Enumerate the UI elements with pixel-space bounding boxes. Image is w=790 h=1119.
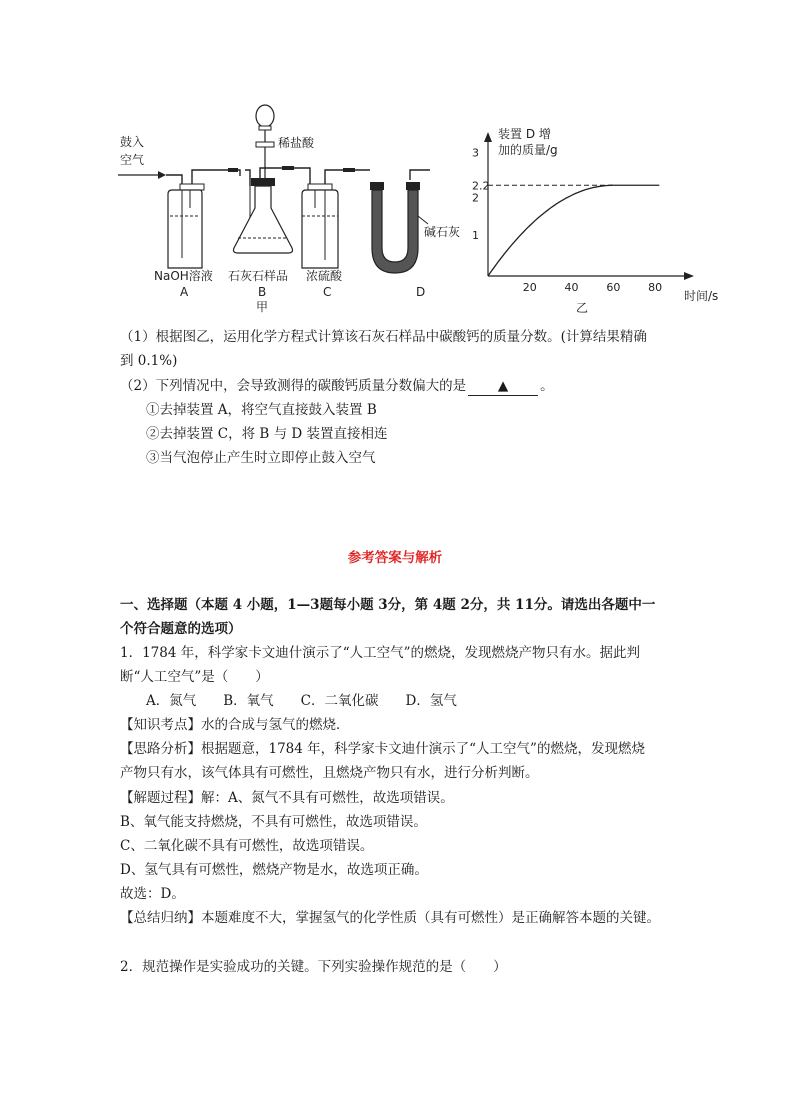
rubber-joint (228, 168, 238, 172)
air-label-2: 空气 (120, 153, 145, 167)
section-heading-line-1: 一、选择题（本题 4 小题，1—3题每小题 3分，第 4题 2分，共 11分。请选出各题中一 (120, 597, 656, 613)
question-2 (120, 377, 554, 396)
bottle-a (168, 184, 204, 268)
x-tick-label: 80 (648, 281, 663, 294)
problem-1-options: A．氮气 B．氧气 C．二氧化碳 D．氢气 (146, 693, 457, 709)
x-tick-label: 20 (522, 281, 537, 294)
bottle-c (302, 184, 338, 268)
air-inlet-arrowhead (158, 171, 166, 179)
solution-line-3: C、二氧化碳不具有可燃性，故选项错误。 (120, 838, 374, 854)
summary: 【总结归纳】本题难度不大，掌握氢气的化学性质（具有可燃性）是正确解答本题的关键。 (120, 910, 660, 926)
graph-xlabel: 时间/s (684, 289, 719, 303)
air-label-1: 鼓入 (120, 135, 145, 149)
section-heading-line-2: 个符合题意的选项） (120, 621, 242, 637)
y-tick-label: 2.2 (472, 179, 490, 193)
problem-2: 2．规范操作是实验成功的关键。下列实验操作规范的是（ ） (120, 959, 507, 975)
letter-a: A (180, 285, 189, 299)
tube-d-out (410, 170, 430, 180)
acid-label: 稀盐酸 (278, 136, 315, 150)
rubber-joint (343, 168, 355, 172)
knowledge-point: 【知识考点】水的合成与氢气的燃烧． (120, 717, 350, 733)
solution-line-2: B、氧气能支持燃烧，不具有可燃性，故选项错误。 (120, 814, 427, 830)
graph-ylabel-2: 加的质量/g (498, 143, 558, 157)
x-tick-label: 40 (564, 281, 579, 294)
y-axis-arrow (484, 132, 492, 142)
rubber-joint (282, 166, 294, 170)
graph-ylabel-1: 装置 D 增 (498, 127, 551, 141)
lime-label: 碱石灰 (424, 225, 461, 239)
x-tick-label: 60 (606, 281, 621, 294)
flask-b (234, 105, 293, 253)
caption-yi: 乙 (576, 301, 589, 315)
mass-curve (488, 185, 613, 276)
y-tick-label: 3 (472, 146, 479, 160)
option-2: ②去掉装置 C，将 B 与 D 装置直接相连 (146, 426, 388, 442)
x-axis-arrow (684, 272, 694, 280)
option-3: ③当气泡停止产生时立即停止鼓入空气 (146, 450, 376, 466)
label-naoh: NaOH溶液 (154, 269, 213, 283)
question-2-end: 。 (540, 378, 554, 394)
answer-blank: ▲ (468, 377, 538, 396)
label-h2so4: 浓硫酸 (306, 269, 343, 283)
option-1: ①去掉装置 A，将空气直接鼓入装置 B (146, 402, 377, 418)
answer-title: 参考答案与解析 (347, 550, 443, 566)
question-2-text: （2）下列情况中，会导致测得的碳酸钙质量分数偏大的是 (120, 378, 467, 394)
problem-1-line-2: 断“人工空气”是（ ） (120, 669, 269, 685)
analysis-line-1: 【思路分析】根据题意，1784 年，科学家卡文迪什演示了“人工空气”的燃烧，发现燃烧 (120, 741, 645, 757)
letter-b: B (258, 285, 267, 299)
solution-answer: 故选：D。 (120, 886, 185, 902)
analysis-line-2: 产物只有水，该气体具有可燃性，且燃烧产物只有水，进行分析判断。 (120, 765, 539, 781)
question-1-line-1: （1）根据图乙，运用化学方程式计算该石灰石样品中碳酸钙的质量分数。(计算结果精确 (120, 329, 647, 345)
y-tick-label: 1 (472, 228, 479, 242)
solution-line-4: D、氢气具有可燃性，燃烧产物是水，故选项正确。 (120, 862, 428, 878)
question-1-line-2: 到 0.1%) (120, 353, 178, 369)
label-limestone: 石灰石样品 (228, 269, 289, 283)
experiment-figure (110, 98, 719, 315)
problem-1-line-1: 1．1784 年，科学家卡文迪什演示了“人工空气”的燃烧，发现燃烧产物只有水。据此判 (120, 645, 641, 661)
mass-graph (472, 126, 718, 315)
y-tick-label: 2 (472, 191, 479, 205)
letter-d: D (416, 285, 426, 299)
caption-jia: 甲 (256, 300, 269, 314)
letter-c: C (323, 285, 332, 299)
solution-line-1: 【解题过程】解：A、氮气不具有可燃性，故选项错误。 (120, 790, 454, 806)
u-tube-d (370, 182, 428, 273)
